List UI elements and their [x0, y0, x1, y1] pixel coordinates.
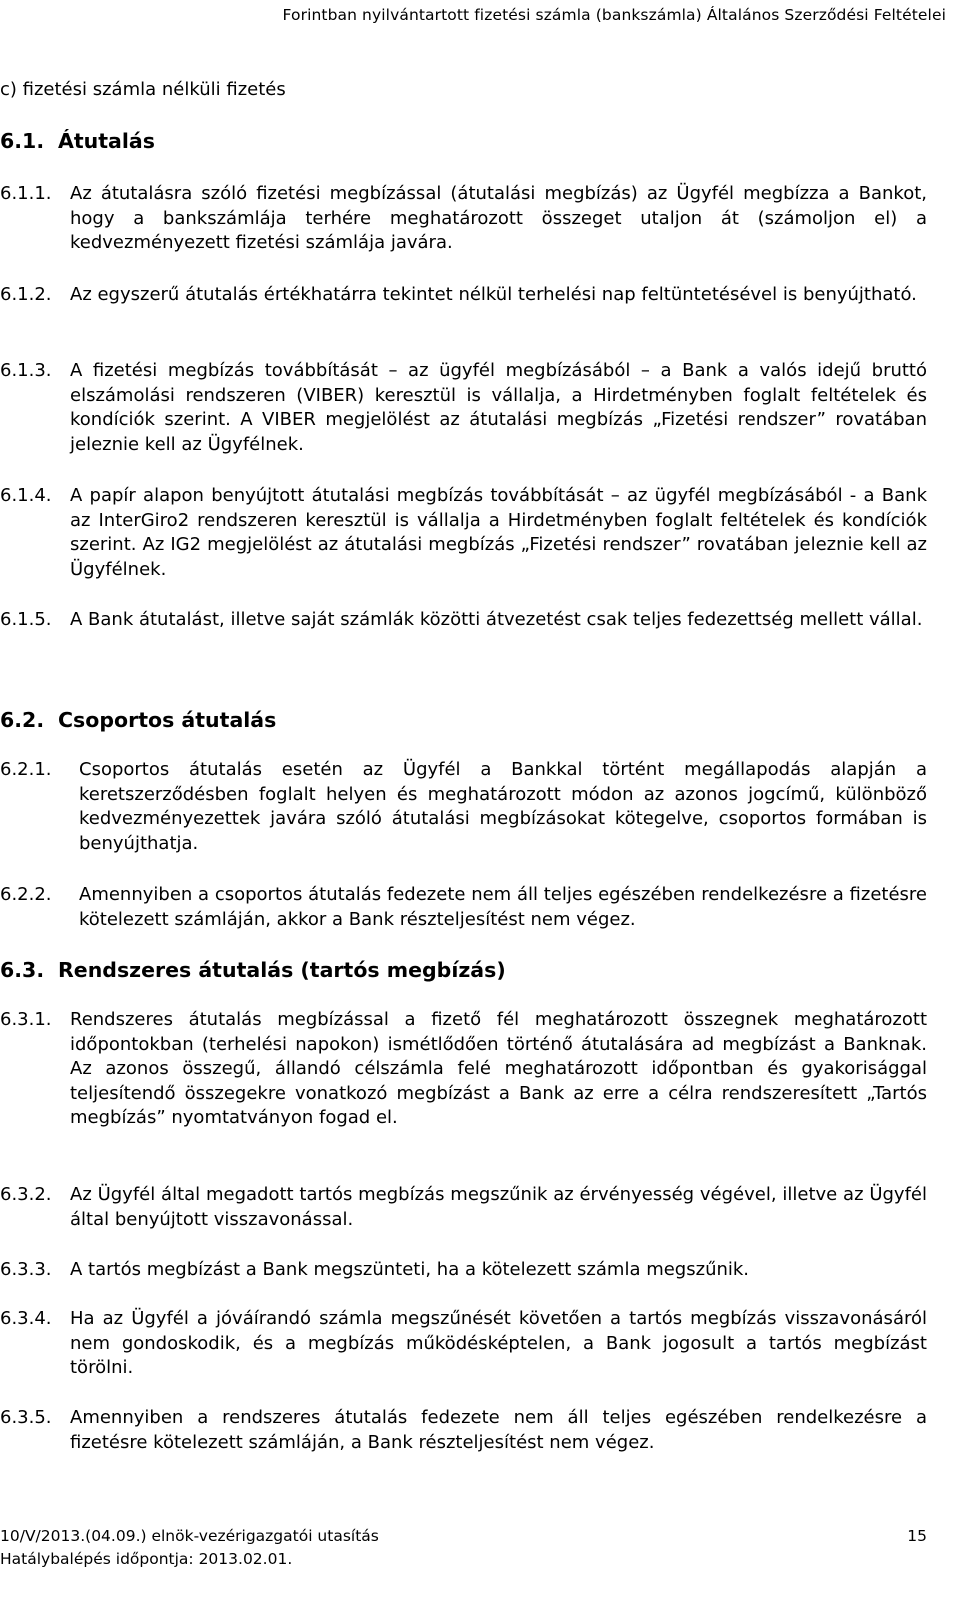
paragraph-text: Az Ügyfél által megadott tartós megbízás megszűnik az érvényesség végével, illetve az Ügyfél által benyújtott visszavonással. [70, 1184, 927, 1230]
paragraph-6-3-5 [0, 1406, 927, 1455]
page-number: 15 [907, 1527, 927, 1545]
section-heading-6-1 [0, 128, 155, 154]
effective-date: Hatálybalépés időpontja: 2013.02.01. [0, 1550, 293, 1568]
section-heading-6-2 [0, 707, 276, 733]
paragraph-6-1-5 [0, 608, 927, 633]
paragraph-number: 6.1.1. [0, 183, 52, 204]
paragraph-text: Az egyszerű átutalás értékhatárra tekintet nélkül terhelési nap feltüntetésével is benyújtható. [70, 284, 917, 305]
paragraph-text: Amennyiben a csoportos átutalás fedezete nem áll teljes egészében rendelkezésre a fizetésre kötelezett számláján, akkor a Bank részteljesítést nem végez. [79, 884, 927, 930]
paragraph-number: 6.1.4. [0, 485, 52, 506]
paragraph-text: Amennyiben a rendszeres átutalás fedezete nem áll teljes egészében rendelkezésre a fizetésre kötelezett számláján, a Bank részteljesítést nem végez. [70, 1407, 927, 1453]
list-item-c: c) fizetési számla nélküli fizetés [0, 79, 286, 100]
directive-reference: 10/V/2013.(04.09.) elnök-vezérigazgatói utasítás [0, 1527, 379, 1545]
paragraph-text: A papír alapon benyújtott átutalási megbízás továbbítását – az ügyfél megbízásából - a Bank az InterGiro2 rendszeren keresztül is vállalja a Hirdetményben foglalt feltételek és kondíciók szerint. Az IG2 megjelölést az átutalási megbízás „Fizetési rendszer” rovatában jeleznie kell az Ügyfélnek. [70, 485, 927, 580]
paragraph-6-1-3 [0, 359, 927, 457]
paragraph-6-3-1 [0, 1008, 927, 1131]
paragraph-6-1-2 [0, 283, 927, 308]
section-title: Csoportos átutalás [58, 708, 277, 732]
paragraph-number: 6.2.2. [0, 884, 52, 905]
paragraph-text: A fizetési megbízás továbbítását – az ügyfél megbízásából – a Bank a valós idejű bruttó elszámolási rendszeren (VIBER) keresztül is vállalja, a Hirdetményben foglalt feltételek és kondíciók szerint. A VIBER megjelölést az átutalási megbízás „Fizetési rendszer” rovatában jeleznie kell az Ügyfélnek. [70, 360, 927, 455]
page-footer [0, 1525, 927, 1571]
paragraph-text: Az átutalásra szóló fizetési megbízással (átutalási megbízás) az Ügyfél megbízza a Bankot, hogy a bankszámlája terhére meghatározott összeget utaljon át (számoljon el) a kedvezményezett fizetési számlája javára. [70, 183, 927, 253]
section-heading-6-3 [0, 957, 506, 983]
paragraph-6-1-4 [0, 484, 927, 582]
paragraph-6-3-3 [0, 1258, 927, 1283]
paragraph-text: Csoportos átutalás esetén az Ügyfél a Bankkal történt megállapodás alapján a keretszerződésben foglalt helyen és meghatározott módon az azonos jogcímű, különböző kedvezményezettek javára szóló átutalási megbízásokat kötegelve, csoportos formában is benyújthatja. [79, 759, 927, 854]
section-number: 6.2. [0, 708, 45, 732]
paragraph-number: 6.3.5. [0, 1407, 52, 1428]
paragraph-text: Ha az Ügyfél a jóváírandó számla megszűnését követően a tartós megbízás visszavonásáról nem gondoskodik, és a megbízás működésképtelen, a Bank jogosult a tartós megbízást törölni. [70, 1308, 927, 1378]
paragraph-number: 6.3.1. [0, 1009, 52, 1030]
section-number: 6.3. [0, 958, 45, 982]
section-title: Átutalás [58, 129, 155, 153]
running-header: Forintban nyilvántartott fizetési számla (bankszámla) Általános Szerződési Feltételei [282, 6, 946, 24]
section-number: 6.1. [0, 129, 45, 153]
paragraph-text: Rendszeres átutalás megbízással a fizető fél meghatározott összegnek meghatározott időpontokban (terhelési napokon) ismétlődően történő átutalására ad megbízást a Banknak. Az azonos összegű, állandó célszámla felé meghatározott időpontban és gyakorisággal teljesítendő összegekre vonatkozó megbízást a Bank az erre a célra rendszeresített „Tartós megbízás” nyomtatványon fogad el. [70, 1009, 927, 1128]
paragraph-text: A tartós megbízást a Bank megszünteti, ha a kötelezett számla megszűnik. [70, 1259, 750, 1280]
paragraph-6-2-2 [0, 883, 927, 932]
paragraph-text: A Bank átutalást, illetve saját számlák közötti átvezetést csak teljes fedezettség mellett vállal. [70, 609, 923, 630]
paragraph-6-3-4 [0, 1307, 927, 1381]
paragraph-number: 6.1.2. [0, 284, 52, 305]
paragraph-number: 6.3.2. [0, 1184, 52, 1205]
paragraph-number: 6.2.1. [0, 759, 52, 780]
paragraph-6-1-1 [0, 182, 927, 256]
paragraph-6-3-2 [0, 1183, 927, 1232]
paragraph-6-2-1 [0, 758, 927, 856]
paragraph-number: 6.3.3. [0, 1259, 52, 1280]
paragraph-number: 6.1.3. [0, 360, 52, 381]
section-title: Rendszeres átutalás (tartós megbízás) [58, 958, 506, 982]
paragraph-number: 6.1.5. [0, 609, 52, 630]
paragraph-number: 6.3.4. [0, 1308, 52, 1329]
